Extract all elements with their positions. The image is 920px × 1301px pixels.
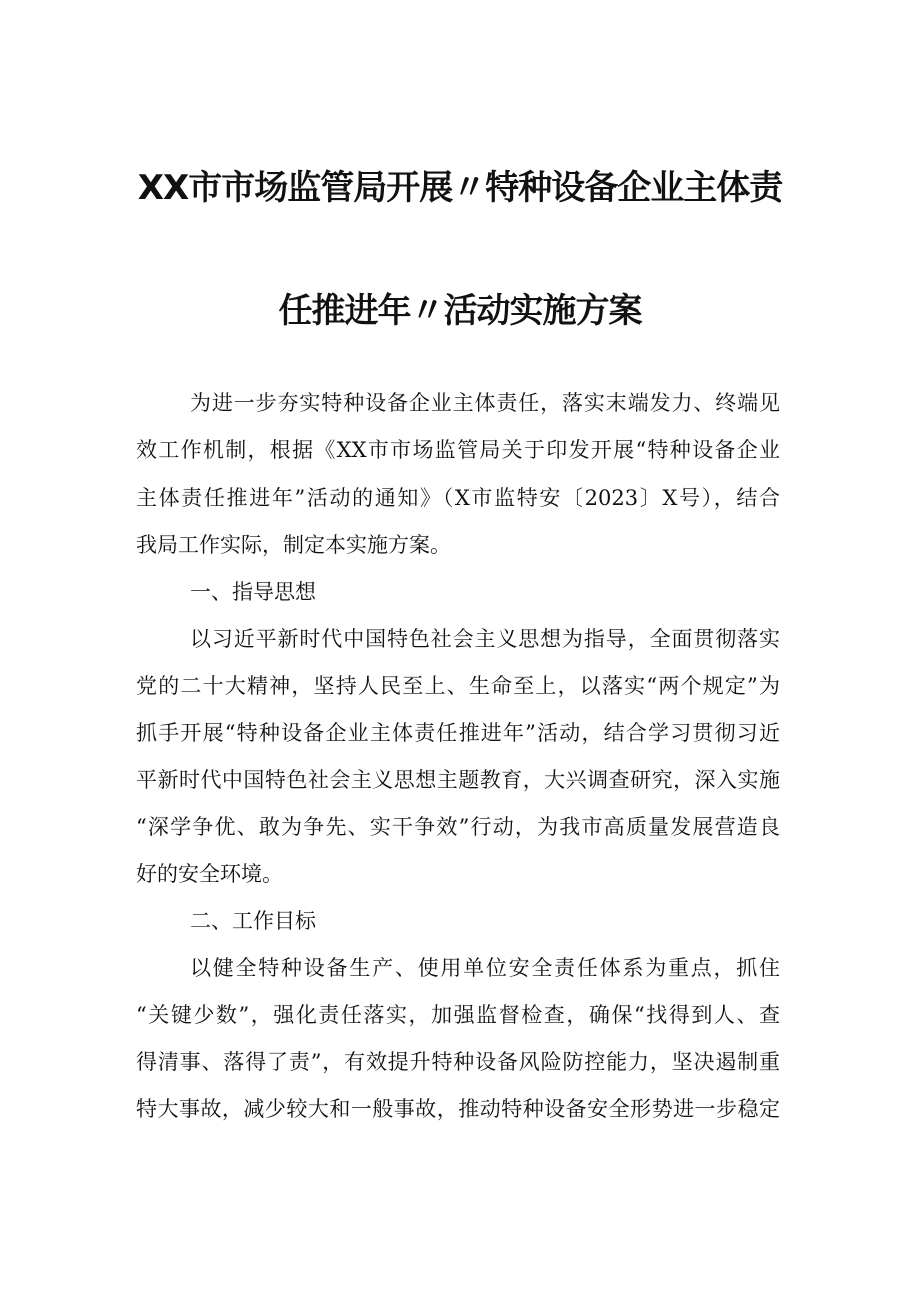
body-paragraph-line: “深学争优、敢为争先、实干争效”行动，为我市高质量发展营造良 <box>136 815 780 839</box>
body-paragraph-line: “关键少数”，强化责任落实，加强监督检查，确保“找得到人、查 <box>136 1003 780 1027</box>
body-paragraph-line: 得清事、落得了责”，有效提升特种设备风险防控能力，坚决遏制重 <box>136 1050 780 1074</box>
section-heading-work-objectives: 二、工作目标 <box>190 909 316 933</box>
body-paragraph-line: 以习近平新时代中国特色社会主义思想为指导，全面贯彻落实 <box>190 627 780 651</box>
body-paragraph-line: 平新时代中国特色社会主义思想主题教育，大兴调查研究，深入实施 <box>136 768 780 792</box>
intro-paragraph-line: 主体责任推进年”活动的通知》（X市监特安〔2023〕X号），结合 <box>136 486 780 510</box>
body-paragraph-line: 特大事故，减少较大和一般事故，推动特种设备安全形势进一步稳定 <box>136 1097 780 1121</box>
body-paragraph-line: 好的安全环境。 <box>136 862 283 886</box>
document-title-line-1: XX市市场监管局开展〃特种设备企业主体责 <box>137 168 783 208</box>
body-paragraph-line: 抓手开展“特种设备企业主体责任推进年”活动，结合学习贯彻习近 <box>136 721 780 745</box>
intro-paragraph-line: 我局工作实际，制定本实施方案。 <box>136 533 451 557</box>
document-title-line-2: 任推进年〃活动实施方案 <box>278 291 642 331</box>
section-heading-guiding-ideology: 一、指导思想 <box>190 580 316 604</box>
body-paragraph-line: 以健全特种设备生产、使用单位安全责任体系为重点，抓住 <box>190 956 780 980</box>
body-paragraph-line: 党的二十大精神，坚持人民至上、生命至上，以落实“两个规定”为 <box>136 674 780 698</box>
intro-paragraph-line: 为进一步夯实特种设备企业主体责任，落实末端发力、终端见 <box>190 391 780 415</box>
intro-paragraph-line: 效工作机制，根据《XX市市场监管局关于印发开展“特种设备企业 <box>136 438 780 462</box>
